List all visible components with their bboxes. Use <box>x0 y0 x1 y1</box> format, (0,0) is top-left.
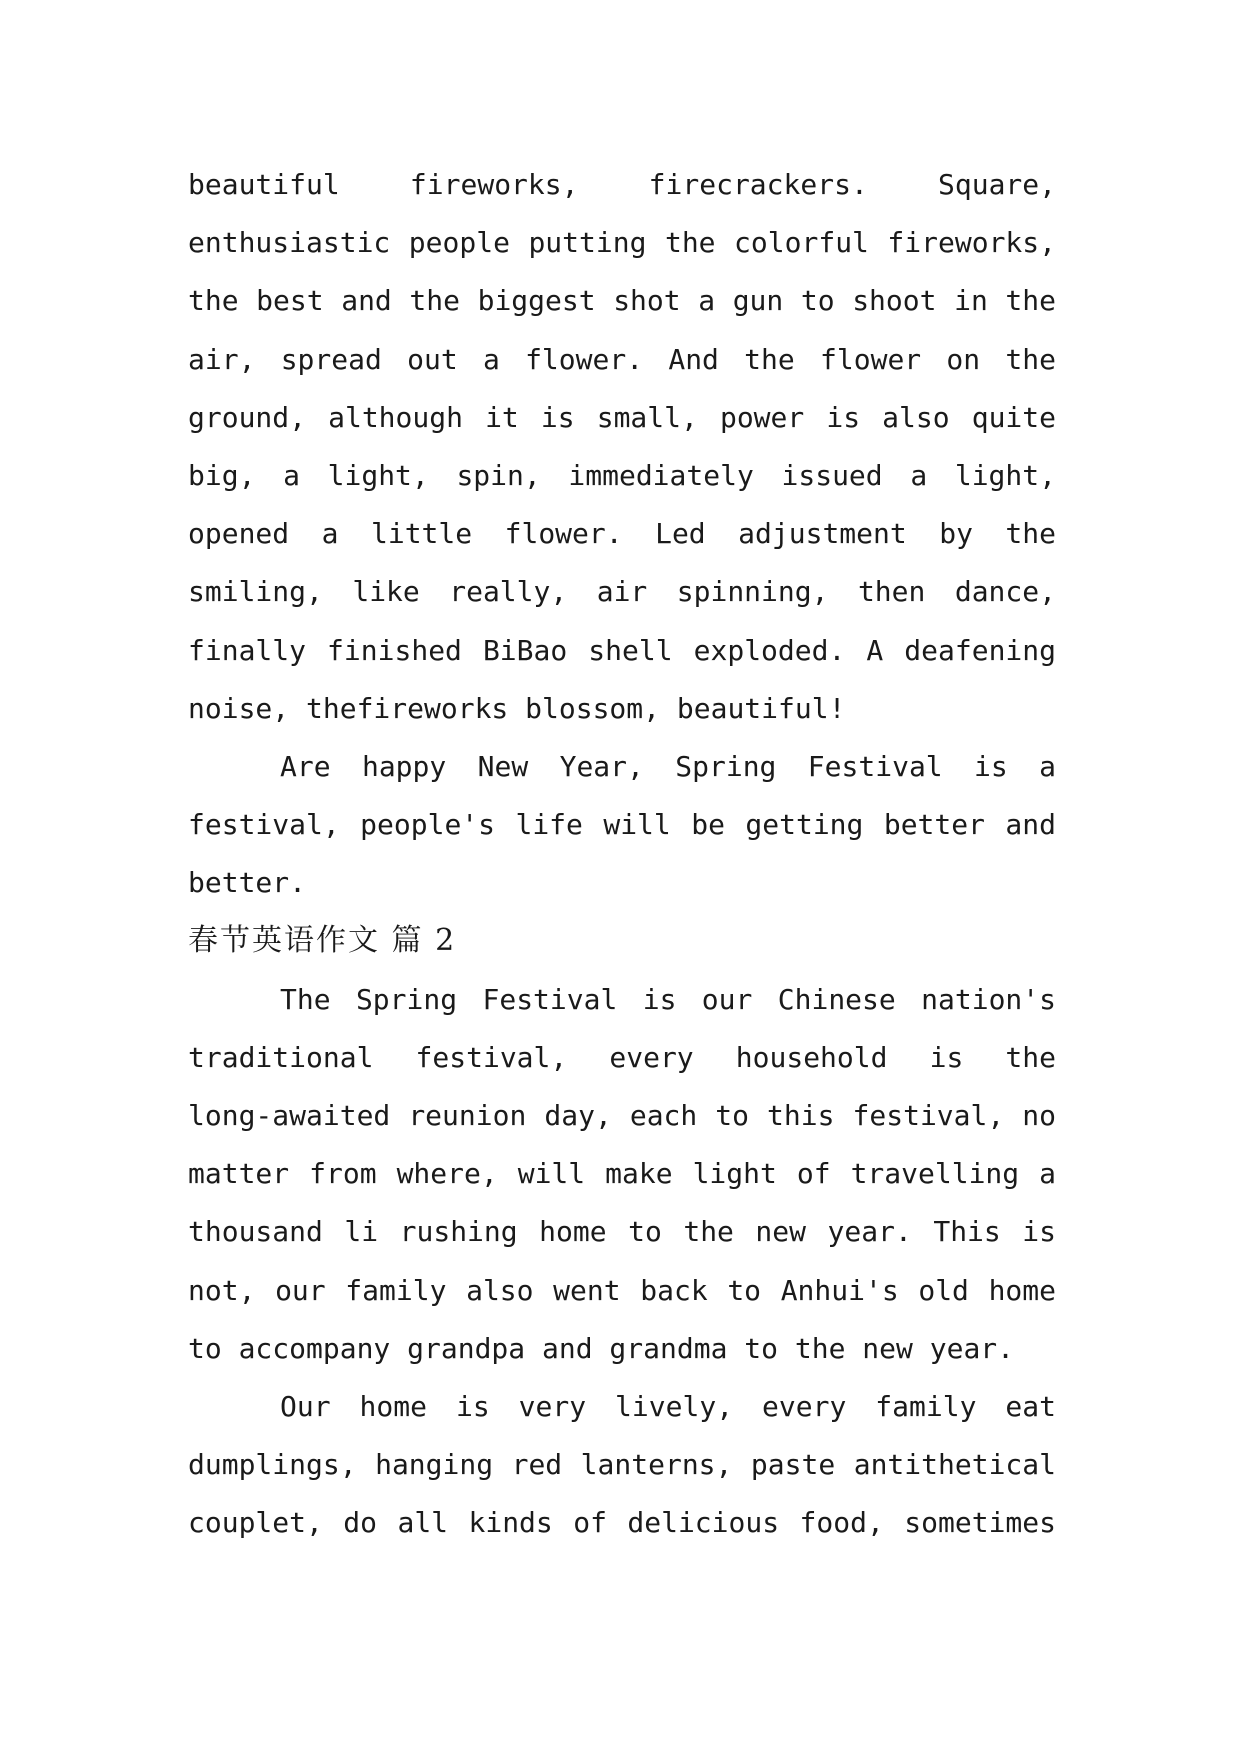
text-line: air, spread out a flower. And the flower on the <box>188 342 1056 376</box>
section-heading: 春节英语作文 篇 2 <box>188 923 457 959</box>
text-line: to accompany grandpa and grandma to the new year. <box>188 1331 1015 1365</box>
text-line: smiling, like really, air spinning, then dance, <box>188 575 1056 609</box>
text-line: enthusiastic people putting the colorful fireworks, <box>188 226 1056 260</box>
text-line: thousand li rushing home to the new year. This is <box>188 1215 1056 1249</box>
text-line: dumplings, hanging red lanterns, paste antithetical <box>188 1448 1056 1482</box>
text-line: finally finished BiBao shell exploded. A deafening <box>188 633 1056 667</box>
text-line: Are happy New Year, Spring Festival is a <box>280 749 1056 783</box>
text-line: The Spring Festival is our Chinese nation's <box>280 982 1056 1016</box>
text-line: the best and the biggest shot a gun to shoot in the <box>188 284 1056 318</box>
document-body <box>188 156 1056 1553</box>
paragraph-fireworks <box>188 156 1056 738</box>
text-line: couplet, do all kinds of delicious food, sometimes <box>188 1506 1056 1540</box>
text-line: noise, thefireworks blossom, beautiful! <box>188 691 846 725</box>
text-line: traditional festival, every household is the <box>188 1040 1056 1074</box>
text-line: festival, people's life will be getting better and <box>188 808 1056 842</box>
text-line: ground, although it is small, power is also quite <box>188 400 1056 434</box>
text-line: beautiful fireworks, firecrackers. Square, <box>188 168 1056 201</box>
text-line: better. <box>188 866 307 900</box>
text-line: opened a little flower. Led adjustment by the <box>188 517 1056 551</box>
text-line: Our home is very lively, every family eat <box>280 1389 1056 1423</box>
text-line: big, a light, spin, immediately issued a light, <box>188 458 1056 492</box>
paragraph-lively-home <box>188 1378 1056 1553</box>
text-line: matter from where, will make light of travelling a <box>188 1157 1056 1191</box>
paragraph-happy-new-year <box>188 738 1056 913</box>
text-line: long-awaited reunion day, each to this festival, no <box>188 1099 1056 1132</box>
text-line: not, our family also went back to Anhui's old home <box>188 1273 1056 1307</box>
paragraph-spring-festival <box>188 971 1056 1378</box>
